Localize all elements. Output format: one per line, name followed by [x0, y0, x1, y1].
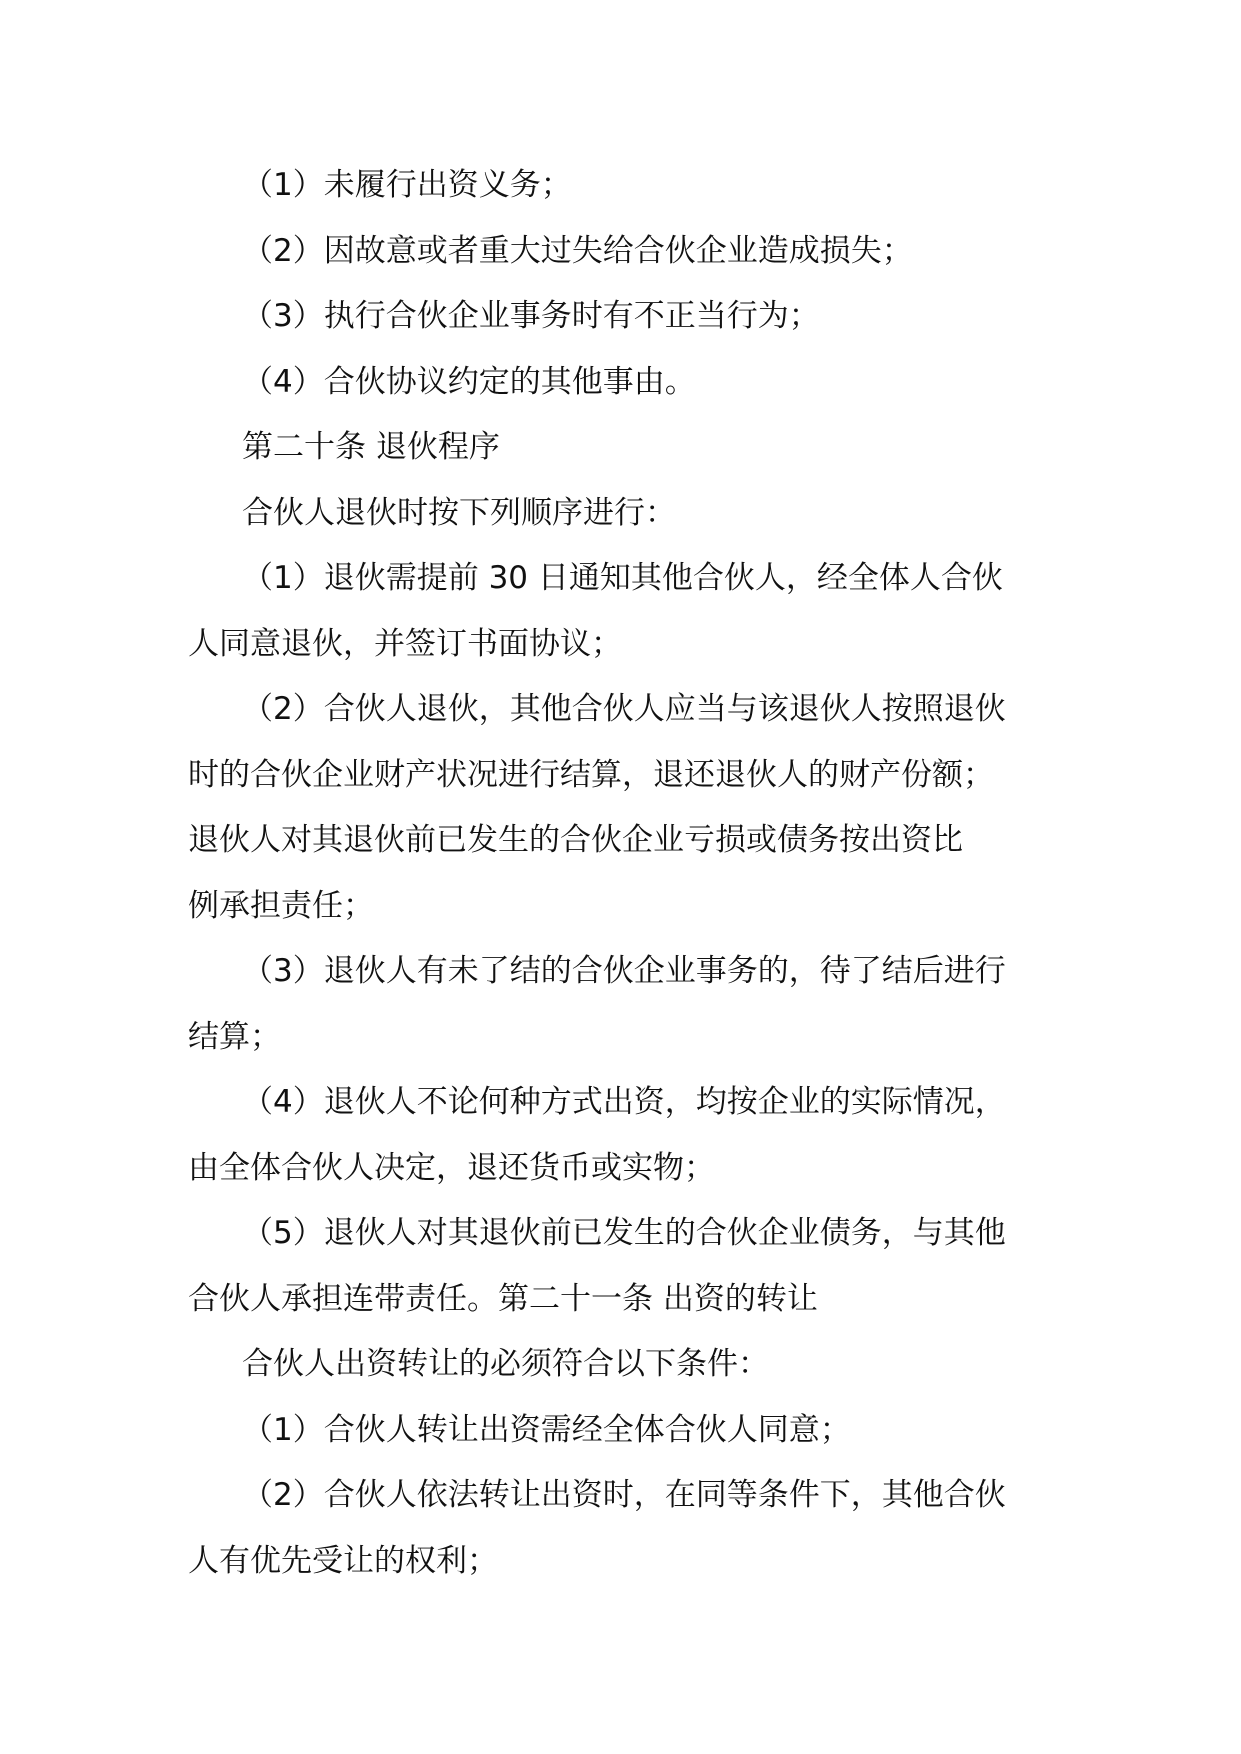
- paragraph-transfer-1: [188, 1398, 1068, 1464]
- paragraph-intro-withdrawal: [188, 481, 1068, 547]
- text-line: （4）退伙人不论何种方式出资，均按企业的实际情况，: [242, 1084, 1006, 1120]
- paragraph-transfer-intro: [188, 1332, 1068, 1398]
- text-line: （1）未履行出资义务；: [242, 167, 572, 203]
- text-line: 结算；: [188, 1018, 281, 1055]
- text-line: （3）执行合伙企业事务时有不正当行为；: [242, 298, 820, 334]
- document-body: [188, 153, 1068, 1594]
- text-line: （2）合伙人退伙，其他合伙人应当与该退伙人按照退伙: [242, 691, 1006, 727]
- text-line: 时的合伙企业财产状况进行结算，退还退伙人的财产份额；: [188, 756, 994, 793]
- text-line: （5）退伙人对其退伙前已发生的合伙企业债务，与其他: [242, 1215, 1006, 1251]
- text-line: 合伙人退伙时按下列顺序进行：: [242, 494, 676, 531]
- paragraph-clause-1: [188, 153, 1068, 219]
- paragraph-clause-3: [188, 284, 1068, 350]
- text-line: （4）合伙协议约定的其他事由。: [242, 363, 696, 400]
- paragraph-withdrawal-3: [188, 939, 1068, 1070]
- text-line: 人同意退伙，并签订书面协议；: [188, 625, 622, 662]
- paragraph-withdrawal-1: [188, 546, 1068, 677]
- paragraph-withdrawal-5: [188, 1201, 1068, 1332]
- text-line: （2）合伙人依法转让出资时，在同等条件下，其他合伙: [242, 1477, 1006, 1513]
- text-line: （3）退伙人有未了结的合伙企业事务的，待了结后进行: [242, 953, 1006, 989]
- paragraph-clause-2: [188, 219, 1068, 285]
- paragraph-transfer-2: [188, 1463, 1068, 1594]
- text-line: （1）退伙需提前 30 日通知其他合伙人，经全体人合伙: [242, 560, 1003, 596]
- text-line: （1）合伙人转让出资需经全体合伙人同意；: [242, 1411, 851, 1448]
- text-line: 合伙人承担连带责任。第二十一条 出资的转让: [188, 1280, 818, 1317]
- text-line: 例承担责任；: [188, 887, 374, 924]
- article-heading-20: [188, 415, 1068, 481]
- text-line: 第二十条 退伙程序: [242, 429, 500, 465]
- text-line: 由全体合伙人决定，退还货币或实物；: [188, 1149, 715, 1186]
- paragraph-clause-4: [188, 350, 1068, 416]
- text-line: 退伙人对其退伙前已发生的合伙企业亏损或债务按出资比: [188, 822, 963, 858]
- text-line: 人有优先受让的权利；: [188, 1542, 498, 1579]
- paragraph-withdrawal-2: [188, 677, 1068, 939]
- text-line: （2）因故意或者重大过失给合伙企业造成损失；: [242, 232, 913, 269]
- text-line: 合伙人出资转让的必须符合以下条件：: [242, 1346, 769, 1382]
- paragraph-withdrawal-4: [188, 1070, 1068, 1201]
